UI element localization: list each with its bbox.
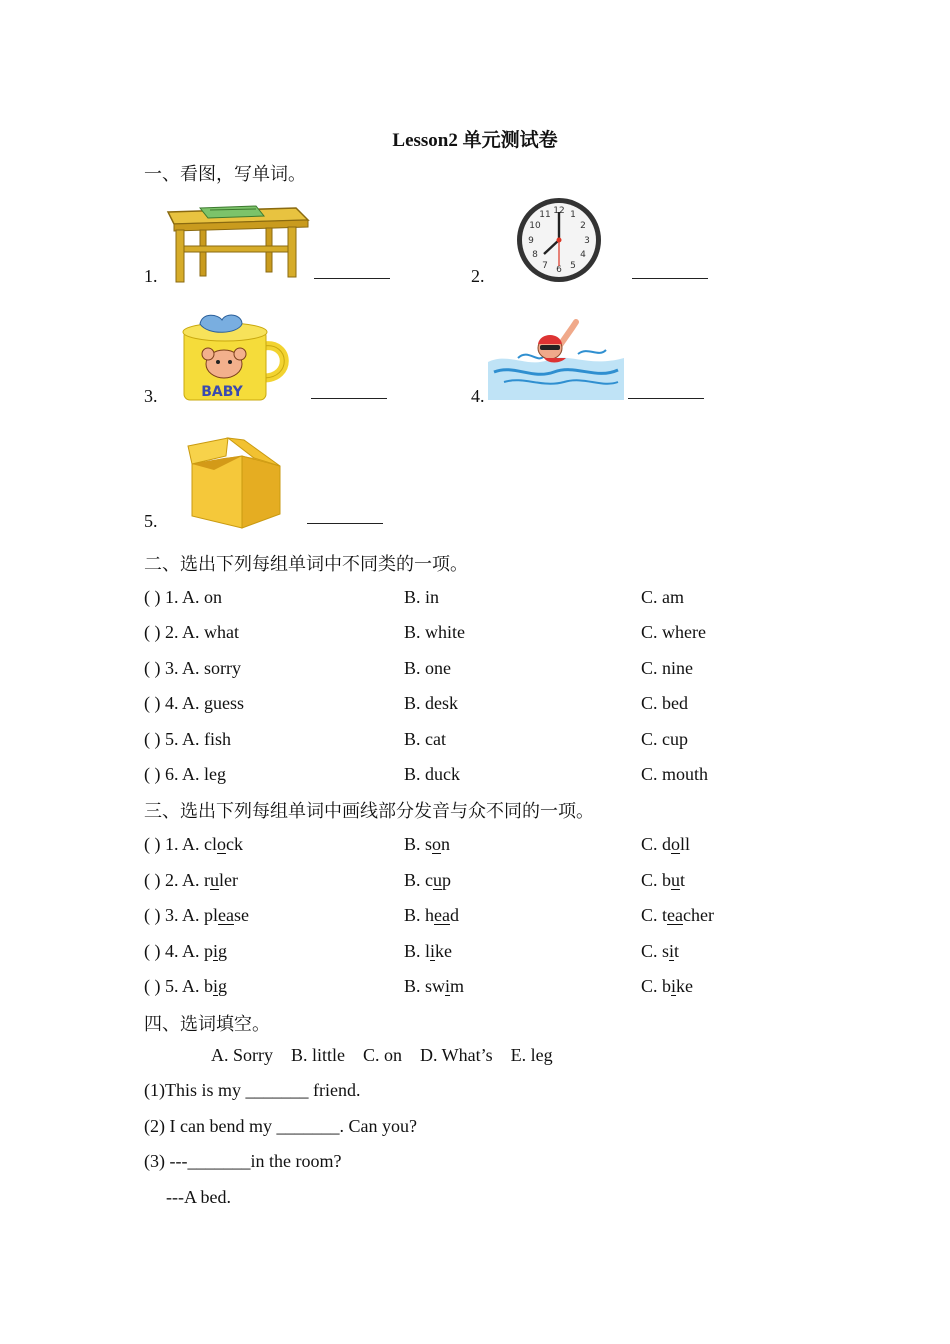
word-part: B. sw xyxy=(404,976,446,996)
option-b: B. duck xyxy=(404,764,460,784)
clock-icon xyxy=(514,196,604,284)
item-number: 2. xyxy=(471,266,485,286)
fill-sentence: ---A bed. xyxy=(166,1187,231,1207)
option-b: B. white xyxy=(404,622,465,642)
option-a: ( ) 6. A. leg xyxy=(144,764,226,784)
word-part: g xyxy=(218,941,228,961)
underlined-letters: u xyxy=(671,870,681,890)
item-number: 3. xyxy=(144,386,158,406)
word-part: C. s xyxy=(641,941,670,961)
word-part: g xyxy=(218,976,228,996)
word-part: ( ) 3. A. pl xyxy=(144,905,218,925)
word-part: ( ) 4. A. p xyxy=(144,941,213,961)
answer-blank[interactable] xyxy=(307,522,383,524)
item-number: 4. xyxy=(471,386,485,406)
option-a: ( ) 1. A. on xyxy=(144,587,222,607)
word-part: m xyxy=(450,976,465,996)
option-c xyxy=(641,865,685,895)
clock-number: 10 xyxy=(529,221,541,231)
clock-number: 8 xyxy=(532,250,538,260)
item-number: 5. xyxy=(144,511,158,531)
answer-blank[interactable] xyxy=(628,397,704,399)
option-c: C. mouth xyxy=(641,764,709,784)
word-part: ( ) 5. A. b xyxy=(144,976,213,996)
clock-number: 11 xyxy=(539,210,551,220)
fill-sentence: (1)This is my _______ friend. xyxy=(144,1080,361,1100)
word-part: C. b xyxy=(641,870,672,890)
option-c: C. nine xyxy=(641,658,693,678)
question-row xyxy=(144,617,239,647)
section1-heading: 一、看图，写单词。 xyxy=(144,164,306,184)
underlined-letters: o xyxy=(432,834,442,854)
word-part: B. c xyxy=(404,870,433,890)
underlined-letters: u xyxy=(210,870,219,890)
word-part: ( ) 2. A. r xyxy=(144,870,210,890)
option-a: ( ) 5. A. fish xyxy=(144,729,231,749)
underlined-letters: ea xyxy=(218,905,234,925)
word-part: ke xyxy=(676,976,694,996)
option-c xyxy=(641,936,679,966)
question-row xyxy=(144,900,249,930)
underlined-letters: i xyxy=(213,941,219,961)
underlined-letters: ea xyxy=(667,905,683,925)
option-b xyxy=(404,829,450,859)
word-part: d xyxy=(450,905,459,925)
word-part: n xyxy=(441,834,451,854)
item-number: 1. xyxy=(144,266,158,286)
question-row xyxy=(144,971,227,1001)
option-b xyxy=(404,971,464,1001)
question-row xyxy=(144,653,241,683)
underlined-letters: i xyxy=(213,976,219,996)
option-b xyxy=(404,936,452,966)
option-b: B. in xyxy=(404,587,440,607)
word-part: C. b xyxy=(641,976,672,996)
word-part: C. d xyxy=(641,834,672,854)
fill-sentence: (3) ---_______in the room? xyxy=(144,1151,342,1171)
option-c: C. bed xyxy=(641,693,688,713)
clock-number: 3 xyxy=(584,236,590,246)
clock-number: 1 xyxy=(570,210,576,220)
word-part: ll xyxy=(680,834,691,854)
option-a: ( ) 2. A. what xyxy=(144,622,239,642)
clock-number: 4 xyxy=(580,250,586,260)
option-b xyxy=(404,865,451,895)
option-b: B. one xyxy=(404,658,451,678)
answer-blank[interactable] xyxy=(314,277,390,279)
box-icon xyxy=(184,436,286,530)
clock-number: 7 xyxy=(542,261,548,271)
word-part: t xyxy=(680,870,686,890)
page-title: Lesson2 单元测试卷 xyxy=(392,130,558,151)
fill-sentence: (2) I can bend my _______. Can you? xyxy=(144,1116,417,1136)
word-part: B. l xyxy=(404,941,431,961)
section2-heading: 二、选出下列每组单词中不同类的一项。 xyxy=(144,554,468,574)
clock-number: 5 xyxy=(570,261,576,271)
underlined-letters: o xyxy=(216,834,226,854)
word-part: ler xyxy=(219,870,238,890)
question-row xyxy=(144,759,226,789)
underlined-letters: i xyxy=(671,976,677,996)
swim-icon xyxy=(488,318,624,400)
word-bank: A. Sorry B. little C. on D. What’s E. leg xyxy=(211,1045,553,1065)
option-c xyxy=(641,900,714,930)
word-part: C. t xyxy=(641,905,668,925)
word-part: se xyxy=(233,905,249,925)
question-row xyxy=(144,724,231,754)
underlined-letters: i xyxy=(445,976,451,996)
section3-heading: 三、选出下列每组单词中画线部分发音与众不同的一项。 xyxy=(144,801,594,821)
option-c: C. cup xyxy=(641,729,688,749)
option-c: C. am xyxy=(641,587,684,607)
word-part: B. s xyxy=(404,834,433,854)
word-part: p xyxy=(442,870,451,890)
clock-number: 12 xyxy=(553,206,565,216)
option-a: ( ) 4. A. guess xyxy=(144,693,244,713)
option-b: B. desk xyxy=(404,693,458,713)
word-part: ke xyxy=(435,941,453,961)
underlined-letters: i xyxy=(430,941,436,961)
clock-number: 6 xyxy=(556,265,562,275)
question-row xyxy=(144,688,244,718)
word-part: ( ) 1. A. cl xyxy=(144,834,217,854)
option-b xyxy=(404,900,459,930)
clock-number: 2 xyxy=(580,221,586,231)
question-row xyxy=(144,829,243,859)
cup-icon xyxy=(178,312,292,404)
underlined-letters: u xyxy=(433,870,442,890)
word-part: cher xyxy=(683,905,714,925)
answer-blank[interactable] xyxy=(632,277,708,279)
word-part: B. h xyxy=(404,905,435,925)
question-row xyxy=(144,865,238,895)
underlined-letters: ea xyxy=(434,905,450,925)
cup-label: BABY xyxy=(201,384,243,400)
option-c xyxy=(641,971,693,1001)
desk-icon xyxy=(160,200,312,284)
underlined-letters: i xyxy=(669,941,675,961)
question-row xyxy=(144,936,227,966)
option-b: B. cat xyxy=(404,729,446,749)
word-part: t xyxy=(674,941,680,961)
question-row xyxy=(144,582,222,612)
underlined-letters: o xyxy=(671,834,681,854)
section4-heading: 四、选词填空。 xyxy=(144,1014,270,1034)
option-c xyxy=(641,829,690,859)
option-c: C. where xyxy=(641,622,706,642)
answer-blank[interactable] xyxy=(311,397,387,399)
word-part: ck xyxy=(225,834,243,854)
option-a: ( ) 3. A. sorry xyxy=(144,658,241,678)
clock-number: 9 xyxy=(528,236,534,246)
